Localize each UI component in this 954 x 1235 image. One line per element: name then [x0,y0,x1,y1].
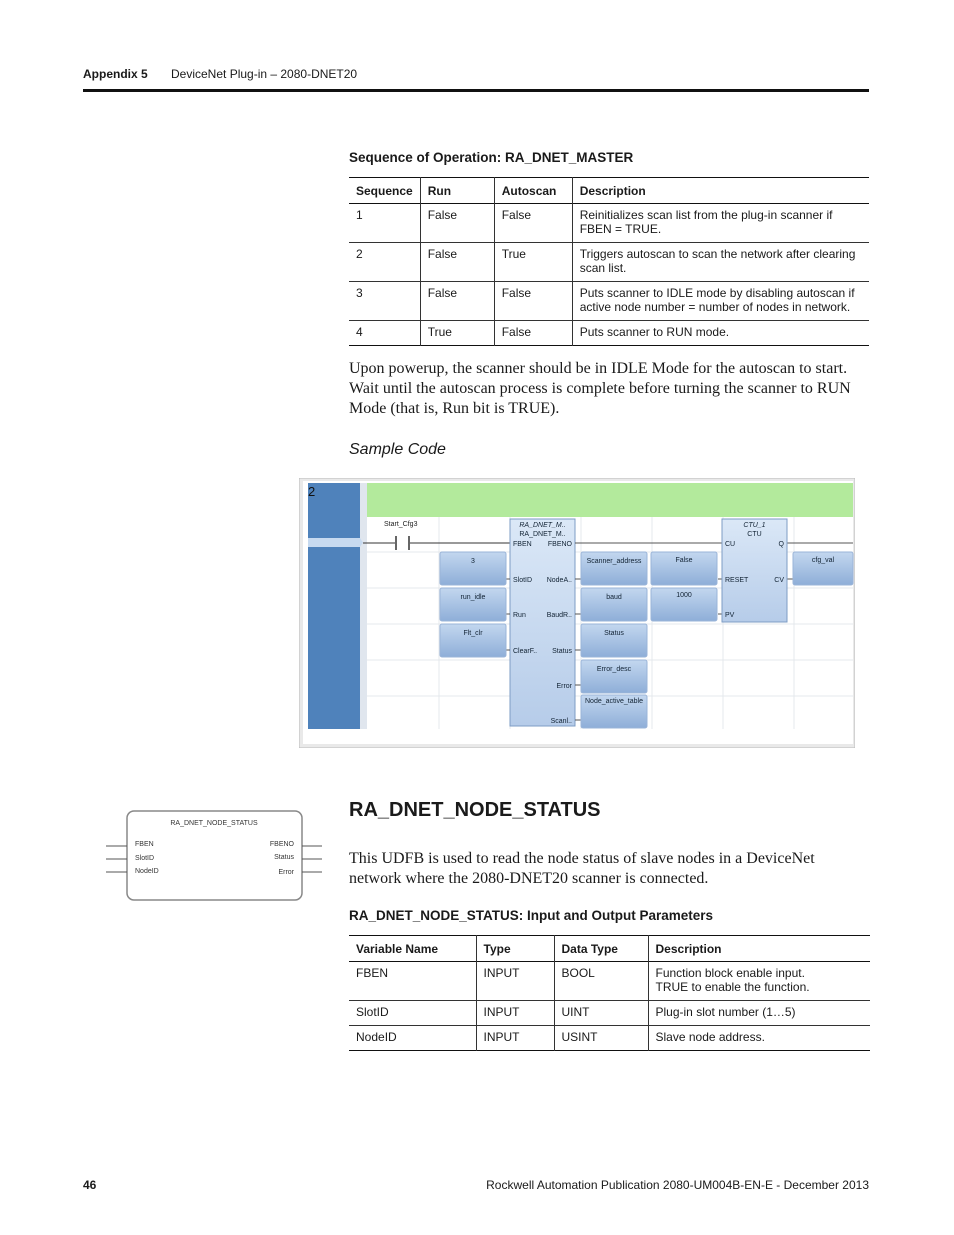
input-var-run[interactable] [440,588,506,621]
table-cell: USINT [554,1026,648,1051]
table-cell: 4 [356,325,363,339]
table-cell: False [420,282,494,321]
header-rule [83,89,869,92]
ctu-input-pv[interactable] [651,588,717,621]
column-header: Type [476,936,554,962]
table-header-row [349,178,869,204]
table-row [349,962,870,1001]
input-var-clear[interactable] [440,624,506,657]
master-function-block[interactable] [510,519,575,726]
node-status-paragraph: This UDFB is used to read the node status of slave nodes in a DeviceNet network where the 2080-DNET20 scanner is connected. [349,850,815,887]
ctu-block-instance: CTU_1 [743,522,766,529]
chapter-title: DeviceNet Plug-in – 2080-DNET20 [171,67,358,81]
table-row [349,282,869,321]
master-block-instance: RA_DNET_M.. [519,522,566,529]
pin-label: Error [556,683,572,690]
variable-label: baud [606,594,622,601]
block-input-label: NodeID [135,868,159,875]
section-heading: RA_DNET_NODE_STATUS [349,799,601,821]
sample-code-label: Sample Code [349,441,446,458]
variable-label: Error_desc [596,666,632,673]
table-cell: False [494,321,572,346]
block-input-label: SlotID [135,855,155,862]
pin-label: ClearF.. [513,648,538,655]
pin-label: Q [778,541,784,548]
variable-label: Status [604,630,624,637]
contact-label: Start_Cfg3 [384,521,418,528]
block-output-label: FBENO [269,841,294,848]
table-cell: INPUT [476,962,554,1001]
table-cell: False [420,204,494,243]
pin-label: PV [725,612,735,619]
variable-label: Scanner_address [586,558,642,565]
params-table [349,935,870,1051]
input-var-slotid[interactable] [440,552,506,585]
output-var-status[interactable] [581,624,647,657]
column-header: Description [648,936,870,962]
table-cell: SlotID [356,1005,389,1019]
table-row [349,1001,870,1026]
params-table-caption: RA_DNET_NODE_STATUS: Input and Output Parameters [349,908,714,923]
pin-label: Run [513,612,526,619]
pin-label: NodeA.. [546,577,572,584]
ladder-diagram [299,478,855,748]
rung-number: 2 [308,484,316,499]
sequence-table [349,177,869,346]
output-var-node-table[interactable] [581,695,647,728]
table-row [349,204,869,243]
variable-label: run_idle [460,594,486,601]
sequence-table-caption: Sequence of Operation: RA_DNET_MASTER [349,150,634,165]
table-cell: False [420,243,494,282]
column-header: Sequence [356,183,413,198]
table-cell: BOOL [554,962,648,1001]
table-cell: Function block enable input. TRUE to enable the function. [648,962,870,1001]
table-cell: False [494,204,572,243]
output-var-scanner-address[interactable] [581,552,647,585]
master-block-type: RA_DNET_M.. [519,531,566,538]
node-status-block-diagram [106,809,322,903]
column-header: Autoscan [494,178,572,204]
table-cell: Puts scanner to RUN mode. [572,321,869,346]
table-row [349,321,869,346]
pin-label: FBENO [547,541,572,548]
ctu-input-reset[interactable] [651,552,717,585]
block-output-label: Error [278,869,294,876]
column-header: Description [572,178,869,204]
table-cell: False [494,282,572,321]
page-number: 46 [83,1178,97,1192]
variable-label: 1000 [676,592,692,599]
pin-label: CV [774,577,784,584]
variable-label: 3 [471,558,475,565]
powerup-paragraph: Upon powerup, the scanner should be in IDLE Mode for the autoscan to start. Wait until the autoscan process is complete before turning the scanner to RUN Mode (that is, Run bit is TRUE). [349,360,851,417]
table-cell: Reinitializes scan list from the plug-in scanner if FBEN = TRUE. [572,204,869,243]
column-header: Data Type [554,936,648,962]
ctu-function-block[interactable] [722,519,787,622]
publication-info: Rockwell Automation Publication 2080-UM004B-EN-E - December 2013 [486,1178,869,1192]
ctu-block-type: CTU [747,531,762,538]
block-input-label: FBEN [135,841,154,848]
pin-label: Scanl.. [550,718,572,725]
pin-label: BaudR.. [546,612,572,619]
table-cell: True [494,243,572,282]
block-title: RA_DNET_NODE_STATUS [170,820,258,827]
table-cell: 3 [356,286,363,300]
table-cell: 2 [356,247,363,261]
pin-label: CU [725,541,736,548]
variable-label: Node_active_table [585,698,643,705]
table-cell: Puts scanner to IDLE mode by disabling autoscan if active node number = number of nodes in network. [572,282,869,321]
column-header: Variable Name [356,941,439,956]
pin-label: FBEN [513,541,532,548]
output-var-error[interactable] [581,660,647,693]
table-cell: Slave node address. [648,1026,870,1051]
pin-label: Status [552,648,572,655]
table-cell: Plug-in slot number (1…5) [648,1001,870,1026]
table-cell: INPUT [476,1001,554,1026]
table-cell: Triggers autoscan to scan the network after clearing scan list. [572,243,869,282]
table-cell: UINT [554,1001,648,1026]
table-cell: INPUT [476,1026,554,1051]
block-output-label: Status [274,854,294,861]
variable-label: Flt_clr [463,630,483,637]
table-cell: 1 [356,208,363,222]
variable-label: False [675,557,693,564]
column-header: Run [420,178,494,204]
pin-label: RESET [725,577,749,584]
pin-label: SlotID [513,577,533,584]
table-row [349,243,869,282]
ctu-output-var[interactable] [793,552,853,585]
appendix-label: Appendix 5 [83,67,148,81]
table-cell: True [420,321,494,346]
table-header-row [349,936,870,962]
table-row [349,1026,870,1051]
table-cell: NodeID [356,1030,397,1044]
output-var-baud[interactable] [581,588,647,621]
variable-label: cfg_val [811,557,835,564]
table-cell: FBEN [356,966,389,980]
